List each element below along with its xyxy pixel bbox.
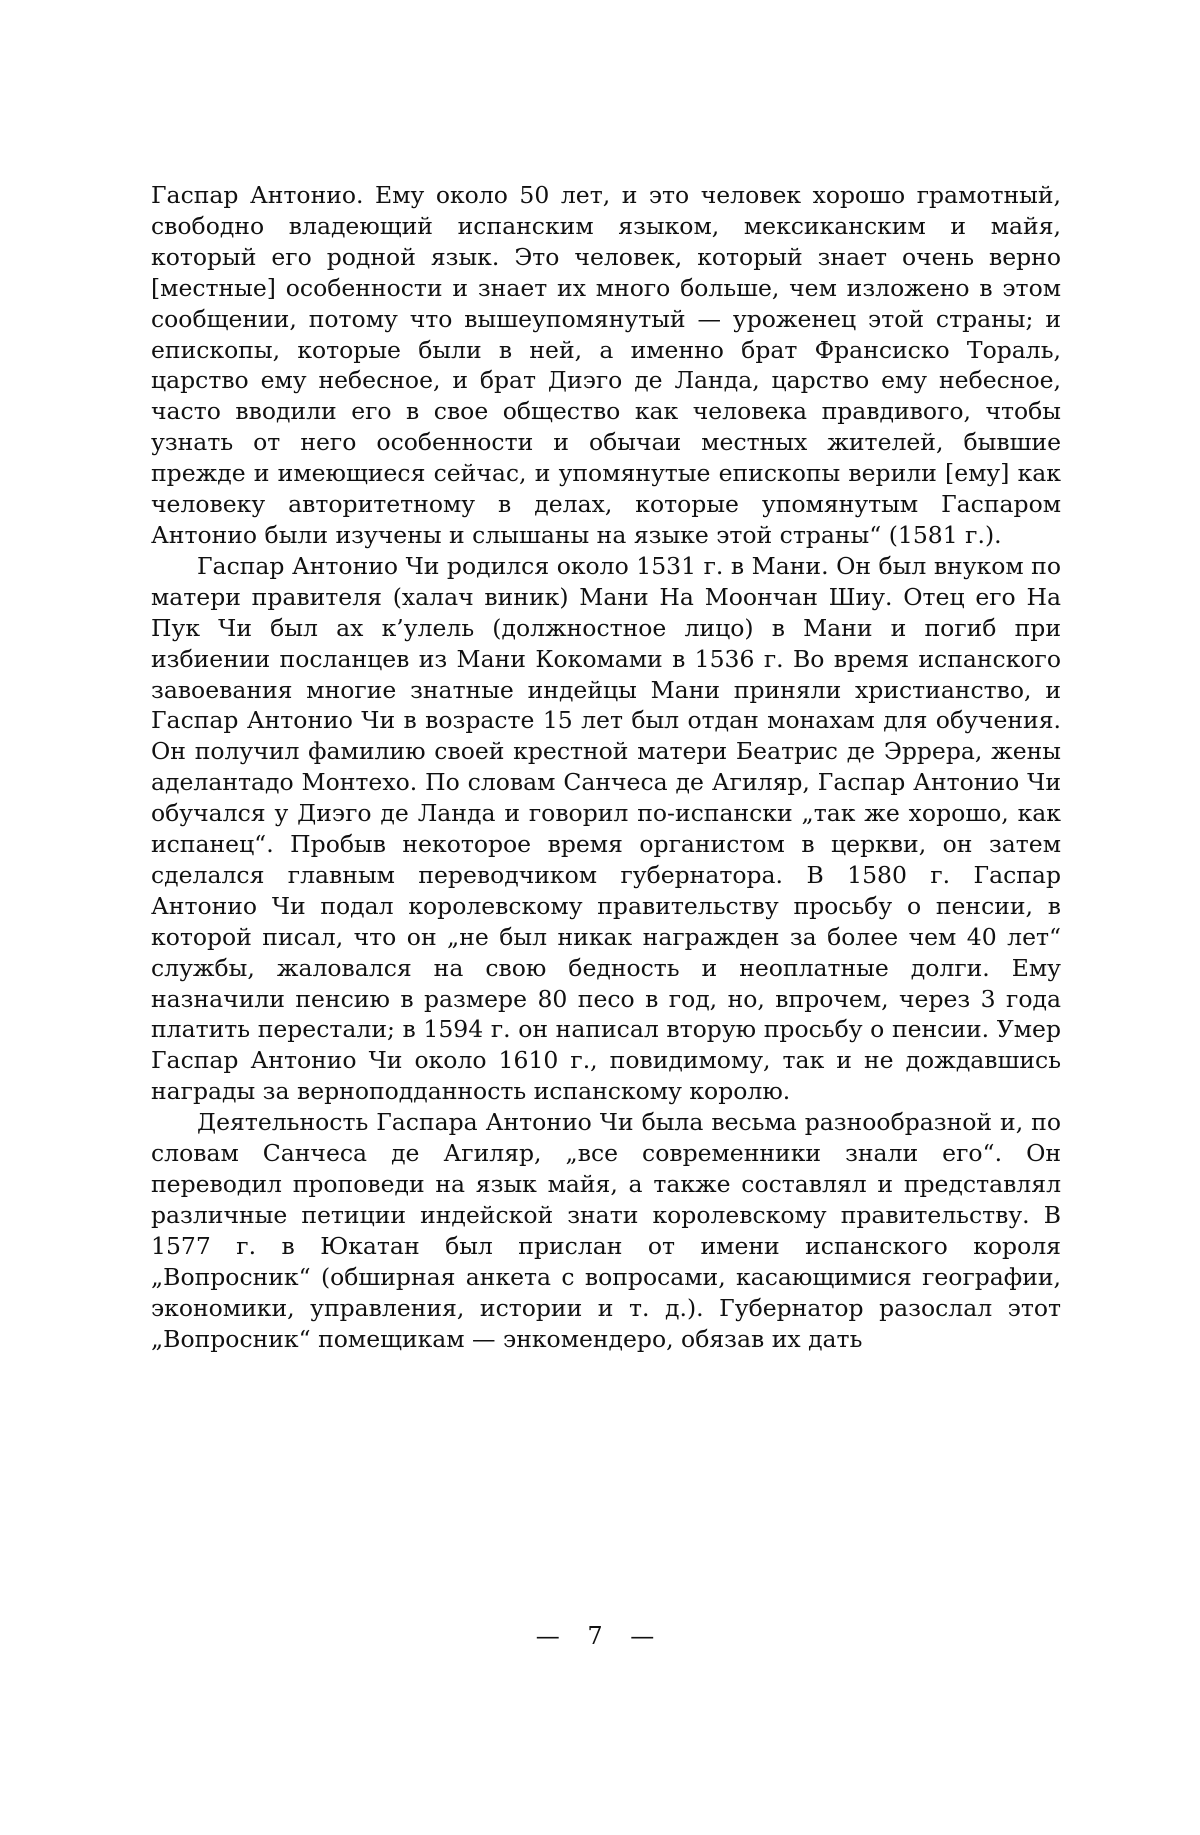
paragraph-activity: Деятельность Гаспара Антонио Чи была весьма разнообразной и, по словам Санчеса де Агиляр, „все современники знали его“. Он переводил проповеди на язык майя, а также составлял и представлял различные петиции индейской знати королевскому правительству. В 1577 г. в Юкатан был прислан от имени испанского короля „Вопросник“ (обширная анкета с вопросами, касающимися географии, экономики, управления, истории и т. д.). Губернатор разослал этот „Вопросник“ помещикам — энкомендеро, обязав их дать (151, 1108, 1061, 1353)
paragraph-quote-continuation: Гаспар Антонио. Ему около 50 лет, и это человек хорошо грамотный, свободно владеющий испанским языком, мексиканским и майя, который его родной язык. Это человек, который знает очень верно [местные] особенности и знает их много больше, чем изложено в этом сообщении, потому что вышеупомянутый — уроженец этой страны; и епископы, которые были в ней, а именно брат Франсиско Тораль, царство ему небесное, и брат Диэго де Ланда, царство ему небесное, часто вводили его в свое общество как человека правдивого, чтобы узнать от него особенности и обычаи местных жителей, бывшие прежде и имеющиеся сейчас, и упомянутые епископы верили [ему] как человеку авторитетному в делах, которые упомянутым Гаспаром Антонио были изучены и слышаны на языке этой страны“ (1581 г.). (151, 181, 1061, 549)
page-number: — 7 — (535, 1622, 665, 1650)
paragraph-biography: Гаспар Антонио Чи родился около 1531 г. в Мани. Он был внуком по матери правителя (халач виник) Мани На Моончан Шиу. Отец его На Пук Чи был ах к’улель (должностное лицо) в Мани и погиб при избиении посланцев из Мани Кокомами в 1536 г. Во время испанского завоевания многие знатные индейцы Мани приняли христианство, и Гаспар Антонио Чи в возрасте 15 лет был отдан монахам для обучения. Он получил фамилию своей крестной матери Беатрис де Эррера, жены аделантадо Монтехо. По словам Санчеса де Агиляр, Гаспар Антонио Чи обучался у Диэго де Ланда и говорил по-испански „так же хорошо, как испанец“. Пробыв некоторое время органистом в церкви, он затем сделался главным переводчиком губернатора. В 1580 г. Гаспар Антонио Чи подал королевскому правительству просьбу о пенсии, в которой писал, что он „не был никак награжден за более чем 40 лет“ службы, жаловался на свою бедность и неоплатные долги. Ему назначили пенсию в размере 80 песо в год, но, впрочем, через 3 года платить перестали; в 1594 г. он написал вторую просьбу о пенсии. Умер Гаспар Антонио Чи около 1610 г., повидимому, так и не дождавшись награды за верноподданность испанскому королю. (151, 551, 1061, 1106)
body-text (151, 180, 1061, 1354)
